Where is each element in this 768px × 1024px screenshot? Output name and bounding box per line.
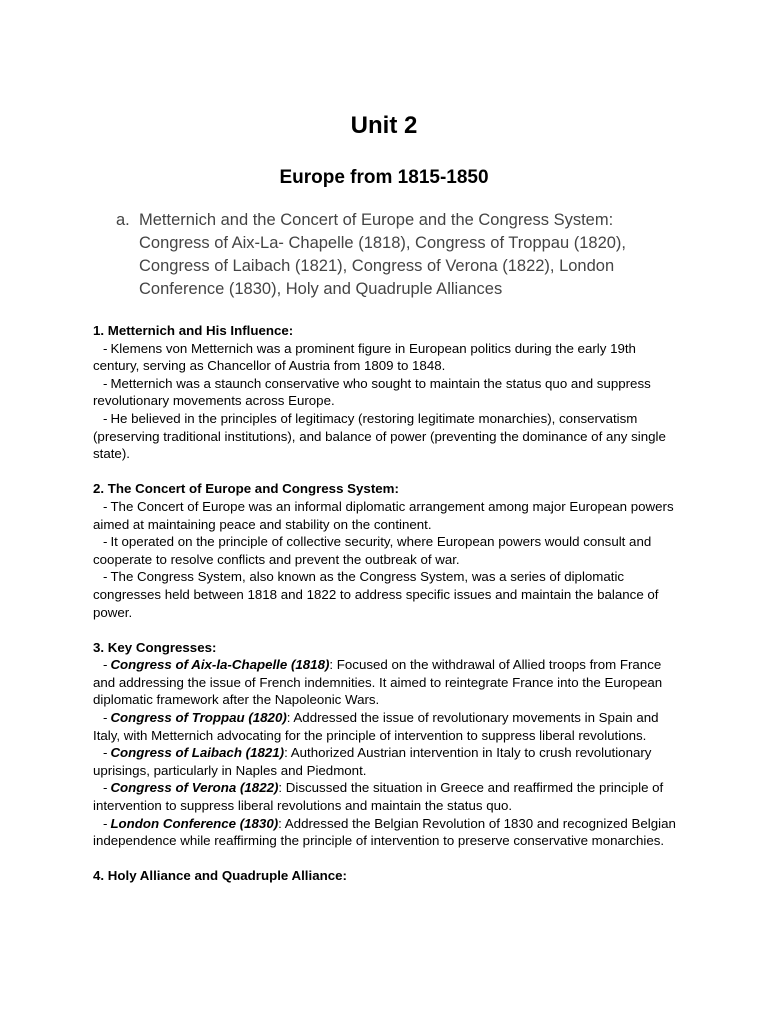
paragraph-text: Metternich was a staunch conservative who sought to maintain the status quo and suppress revolutionary movements across Europe. xyxy=(93,375,651,409)
bullet-dash: - xyxy=(103,815,108,831)
paragraph xyxy=(93,744,683,779)
paragraph-text: : Authorized Austrian intervention in Italy to crush revolutionary uprisings, particularly in Naples and Piedmont. xyxy=(93,745,652,778)
page-title: Unit 2 xyxy=(350,112,418,139)
paragraph-text: : Focused on the withdrawal of Allied troops from France and addressing the issue of French indemnities. It aimed to reintegrate France into the European diplomatic framework after the Napoleonic Wars. xyxy=(93,657,663,708)
bullet-dash: - xyxy=(103,498,108,514)
section-heading: 3. Key Congresses: xyxy=(93,639,217,655)
congress-term: London Conference (1830) xyxy=(110,815,279,831)
bullet-dash: - xyxy=(103,410,108,426)
paragraph-text: Klemens von Metternich was a prominent figure in European politics during the early 19th century, serving as Chancellor of Austria from 1809 to 1848. xyxy=(93,340,636,374)
congress-term: Congress of Troppau (1820) xyxy=(110,710,287,726)
paragraph xyxy=(93,656,683,709)
bullet-dash: - xyxy=(103,657,108,673)
document-body xyxy=(93,322,683,903)
bullet-dash: - xyxy=(103,745,108,761)
paragraph-text: He believed in the principles of legitimacy (restoring legitimate monarchies), conservatism (preserving traditional institutions), and balance of power (preventing the dominance of any single state). xyxy=(93,410,666,462)
congress-term: Congress of Aix-la-Chapelle (1818) xyxy=(110,657,330,673)
section-heading: 1. Metternich and His Influence: xyxy=(93,323,294,338)
bullet-dash: - xyxy=(103,710,108,726)
outline-text: Metternich and the Concert of Europe and the Congress System: Congress of Aix-La- Chapelle (1818), Congress of Troppau (1820), Congress of Laibach (1821), Congress of Verona (1822), London Conference (1830), Holy and Quadruple Alliances xyxy=(139,211,627,298)
section-concert-of-europe xyxy=(93,480,683,621)
paragraph xyxy=(93,568,683,621)
section-heading: 4. Holy Alliance and Quadruple Alliance: xyxy=(93,868,347,884)
paragraph-text: : Discussed the situation in Greece and reaffirmed the principle of intervention to suppress liberal revolutions and maintain the status quo. xyxy=(93,780,664,814)
paragraph xyxy=(93,779,683,814)
section-metternich xyxy=(93,322,683,463)
section-key-congresses xyxy=(93,639,683,850)
paragraph-text: The Concert of Europe was an informal diplomatic arrangement among major European powers aimed at maintaining peace and stability on the continent. xyxy=(93,498,674,532)
congress-term: Congress of Laibach (1821) xyxy=(110,745,285,761)
paragraph xyxy=(93,340,683,375)
bullet-dash: - xyxy=(103,534,108,550)
section-heading: 2. The Concert of Europe and Congress System: xyxy=(93,481,399,497)
paragraph xyxy=(93,375,683,410)
paragraph xyxy=(93,498,683,533)
bullet-dash: - xyxy=(103,780,108,796)
paragraph-text: : Addressed the Belgian Revolution of 1830 and recognized Belgian independence while reaffirming the principle of intervention to preserve conservative monarchies. xyxy=(93,815,676,849)
outline-item xyxy=(116,209,686,301)
bullet-dash: - xyxy=(103,375,108,391)
bullet-dash: - xyxy=(103,569,108,585)
paragraph-text: : Addressed the issue of revolutionary movements in Spain and Italy, with Metternich advocating for the principle of intervention to suppress liberal revolutions. xyxy=(93,710,659,743)
paragraph-text: It operated on the principle of collective security, where European powers would consult and cooperate to resolve conflicts and prevent the outbreak of war. xyxy=(93,534,652,567)
paragraph xyxy=(93,815,683,850)
paragraph xyxy=(93,709,683,744)
bullet-dash: - xyxy=(103,340,108,356)
congress-term: Congress of Verona (1822) xyxy=(110,780,279,796)
section-alliances xyxy=(93,867,683,885)
paragraph-text: The Congress System, also known as the Congress System, was a series of diplomatic congresses held between 1818 and 1822 to address specific issues and maintain the balance of power. xyxy=(93,569,659,620)
paragraph xyxy=(93,533,683,568)
outline-marker: a. xyxy=(116,211,130,229)
paragraph xyxy=(93,410,683,463)
page-subtitle: Europe from 1815-1850 xyxy=(279,167,489,188)
